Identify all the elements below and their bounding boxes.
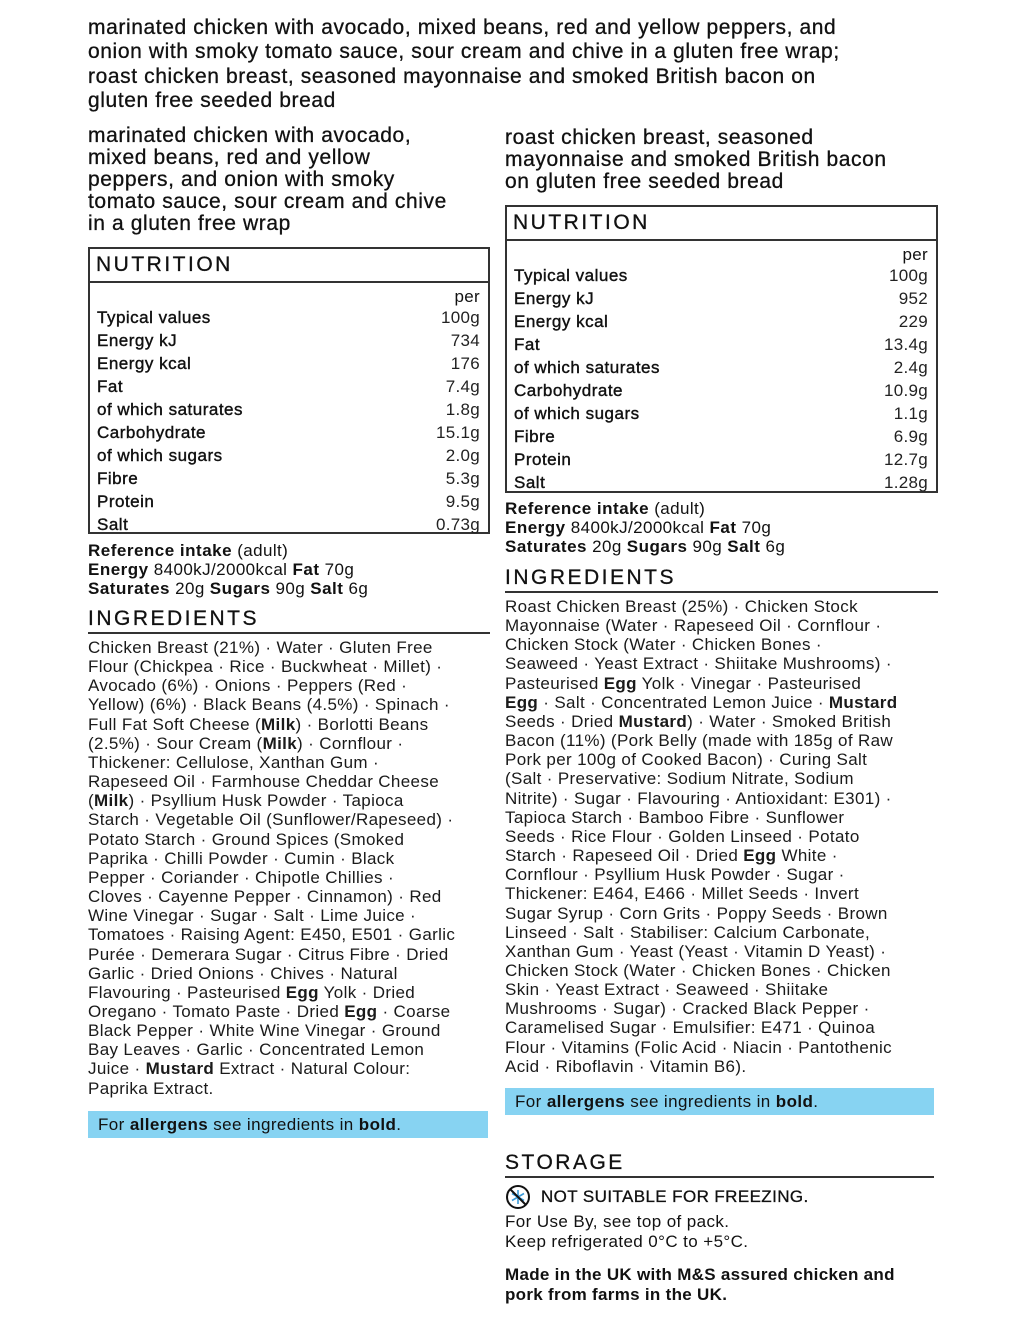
- allergen-bold: Mustard: [145, 1059, 215, 1079]
- nutrition-row: [97, 467, 480, 490]
- nutrient-value: 6.9g: [893, 427, 928, 446]
- ingredient-line: [88, 772, 455, 791]
- nutrient-value: 1.1g: [893, 404, 928, 423]
- nutrient-label: Fibre: [97, 469, 139, 488]
- nutrition-heading: NUTRITION: [507, 207, 936, 241]
- subtitle-line: roast chicken breast, seasoned: [505, 126, 814, 149]
- allergen-bold: bold: [775, 1092, 814, 1111]
- allergen-bold: allergens: [129, 1115, 209, 1134]
- nutrient-value: 100g: [888, 266, 928, 285]
- right-nutrition-table: [505, 205, 938, 493]
- text-segment: Wine Vinegar · Sugar · Salt · Lime Juice ·: [88, 906, 417, 926]
- text-segment: Chicken Stock (Water · Chicken Bones ·: [505, 635, 822, 655]
- origin-line: pork from farms in the UK.: [505, 1285, 728, 1304]
- text-segment: (: [88, 791, 95, 811]
- text-segment: Bacon (11%) (Pork Belly (made with 185g of Raw: [505, 731, 894, 751]
- nutrient-label: Energy kcal: [97, 354, 192, 373]
- nutrient-value: 13.4g: [883, 335, 928, 354]
- text-segment: .: [813, 1092, 819, 1111]
- text-segment: (Salt · Preservative: Sodium Nitrate, Sodium: [505, 769, 854, 789]
- allergen-bold: Egg: [603, 673, 637, 693]
- nutrient-value: 1.8g: [445, 400, 480, 419]
- allergen-bold: bold: [358, 1115, 397, 1134]
- allergen-bold: Egg: [743, 846, 777, 866]
- nutrient-label: of which sugars: [514, 404, 640, 423]
- allergen-bold: Salt: [310, 579, 344, 598]
- nutrient-value: 176: [450, 354, 480, 373]
- nutrition-row: [514, 471, 928, 494]
- subtitle-line: in a gluten free wrap: [88, 212, 291, 235]
- ingredient-line: [88, 1021, 455, 1040]
- ingredient-line: [505, 789, 898, 808]
- title-line: roast chicken breast, seasoned mayonnaise and smoked British bacon on: [88, 64, 816, 88]
- title-line: marinated chicken with avocado, mixed beans, red and yellow peppers, and: [88, 16, 837, 39]
- text-segment: (adult): [649, 499, 706, 518]
- nutrition-row: [97, 513, 480, 536]
- ingredient-line: [88, 945, 455, 964]
- left-allergen-note: [88, 1111, 488, 1138]
- nutrition-row: [514, 356, 928, 379]
- text-segment: Caramelised Sugar · Emulsifier: E471 · Quinoa: [505, 1018, 876, 1038]
- ingredient-line: [505, 750, 898, 769]
- text-segment: Sugar Syrup · Corn Grits · Poppy Seeds · Brown: [505, 903, 888, 923]
- allergen-bold: Salt: [727, 537, 761, 556]
- ingredient-line: [505, 884, 898, 903]
- allergen-bold: Reference intake: [505, 499, 650, 518]
- ingredient-line: [88, 1059, 455, 1078]
- reference-intake-line: [88, 541, 368, 560]
- ingredient-line: [88, 1040, 455, 1059]
- nutrient-label: Salt: [514, 473, 546, 492]
- text-segment: Yolk · Vinegar · Pasteurised: [636, 673, 862, 693]
- text-segment: Flavouring · Pasteurised: [88, 982, 286, 1002]
- allergen-bold: Sugars: [626, 537, 688, 556]
- ingredient-line: [88, 695, 455, 714]
- nutrient-label: Energy kJ: [97, 331, 178, 350]
- allergen-bold: Mustard: [828, 692, 898, 712]
- subtitle-line: marinated chicken with avocado,: [88, 124, 412, 147]
- ingredient-line: [505, 616, 898, 635]
- ingredient-line: [505, 693, 898, 712]
- subtitle-line: peppers, and onion with smoky: [88, 168, 395, 191]
- reference-intake-line: [88, 560, 368, 579]
- origin-statement: [505, 1265, 895, 1305]
- text-segment: Chicken Breast (21%) · Water · Gluten Free: [88, 638, 433, 657]
- text-segment: Tomatoes · Raising Agent: E450, E501 · Garlic: [88, 925, 456, 945]
- nutrition-row: [514, 310, 928, 333]
- nutrition-row: [97, 421, 480, 444]
- freezing-text: NOT SUITABLE FOR FREEZING.: [541, 1187, 809, 1206]
- origin-line: Made in the UK with M&S assured chicken and: [505, 1265, 895, 1284]
- text-segment: 90g: [687, 537, 728, 556]
- ingredient-line: [505, 961, 898, 980]
- nutrition-row: [514, 333, 928, 356]
- text-segment: 6g: [343, 579, 369, 598]
- text-segment: Starch · Vegetable Oil (Sunflower/Rapeseed) ·: [88, 810, 454, 830]
- ingredient-line: [88, 753, 455, 772]
- nutrient-label: of which saturates: [97, 400, 244, 419]
- nutrient-value: 100g: [440, 308, 480, 327]
- text-segment: Flour · Vitamins (Folic Acid · Niacin · Pantothenic: [505, 1037, 892, 1057]
- nutrient-label: Energy kcal: [514, 312, 609, 331]
- text-segment: see ingredients in: [208, 1115, 359, 1134]
- text-segment: see ingredients in: [625, 1092, 776, 1111]
- text-segment: 90g: [270, 579, 311, 598]
- ingredient-line: [88, 925, 455, 944]
- allergen-bold: Egg: [285, 982, 319, 1002]
- nutrient-value: 229: [898, 312, 928, 331]
- nutrient-label: Energy kJ: [514, 289, 595, 308]
- nutrient-label: of which saturates: [514, 358, 661, 377]
- left-ingredients-heading: INGREDIENTS: [88, 607, 490, 634]
- nutrient-value: 952: [898, 289, 928, 308]
- ingredient-line: [505, 980, 898, 999]
- text-segment: (adult): [232, 541, 289, 560]
- text-segment: Bay Leaves · Garlic · Concentrated Lemon: [88, 1040, 425, 1060]
- title-line: onion with smoky tomato sauce, sour cream and chive in a gluten free wrap;: [88, 40, 840, 64]
- text-segment: Roast Chicken Breast (25%) · Chicken Stock: [505, 597, 858, 616]
- text-segment: For: [98, 1115, 130, 1134]
- allergen-bold: Milk: [262, 733, 298, 753]
- text-segment: Purée · Demerara Sugar · Citrus Fibre · Dried: [88, 944, 449, 964]
- allergen-bold: Milk: [261, 714, 296, 734]
- text-segment: 8400kJ/2000kcal: [565, 518, 710, 537]
- nutrient-value: 734: [450, 331, 480, 350]
- ingredient-line: [505, 769, 898, 788]
- ingredient-line: [505, 999, 898, 1018]
- ingredient-line: [88, 734, 455, 753]
- ingredient-line: [88, 657, 455, 676]
- nutrition-row: [514, 425, 928, 448]
- left-reference-intake: [88, 541, 368, 598]
- text-segment: 70g: [736, 518, 772, 537]
- nutrient-label: Fibre: [514, 427, 556, 446]
- text-segment: Thickener: Cellulose, Xanthan Gum ·: [88, 752, 379, 772]
- left-nutrition-table: [88, 247, 490, 534]
- nutrition-row: [97, 329, 480, 352]
- nutrient-label: Salt: [97, 515, 129, 534]
- ingredient-line: [505, 808, 898, 827]
- allergen-bold: Mustard: [618, 711, 688, 731]
- no-freezing-icon: [505, 1184, 531, 1210]
- ingredient-line: [88, 638, 455, 657]
- nutrition-row: [97, 352, 480, 375]
- ingredient-line: [505, 827, 898, 846]
- text-segment: (2.5%) · Sour Cream (: [88, 733, 263, 753]
- nutrient-value: 12.7g: [883, 450, 928, 469]
- ingredient-line: [88, 868, 455, 887]
- nutrient-value: 10.9g: [883, 381, 928, 400]
- nutrient-label: Fat: [514, 335, 541, 354]
- text-segment: Seeds · Dried: [505, 711, 619, 731]
- nutrition-row: [97, 444, 480, 467]
- ingredient-line: [88, 830, 455, 849]
- reference-intake-line: [505, 499, 785, 518]
- nutrient-value: 2.0g: [445, 446, 480, 465]
- text-segment: Oregano · Tomato Paste · Dried: [88, 1001, 345, 1021]
- text-segment: Extract · Natural Colour:: [214, 1059, 411, 1079]
- allergen-bold: Egg: [505, 692, 539, 712]
- ingredient-line: [505, 846, 898, 865]
- title-line: gluten free seeded bread: [88, 89, 336, 113]
- nutrient-label: Fat: [97, 377, 124, 396]
- text-segment: 70g: [319, 560, 355, 579]
- storage-instructions: [505, 1212, 748, 1252]
- text-segment: 8400kJ/2000kcal: [148, 560, 293, 579]
- ingredient-line: [88, 964, 455, 983]
- ingredient-line: [505, 1038, 898, 1057]
- storage-heading: STORAGE: [505, 1151, 934, 1178]
- subtitle-line: tomato sauce, sour cream and chive: [88, 190, 447, 213]
- text-segment: ) · Cornflour ·: [297, 733, 404, 753]
- ingredient-line: [88, 1079, 455, 1098]
- allergen-bold: Milk: [94, 791, 129, 811]
- ingredient-line: [505, 712, 898, 731]
- text-segment: Acid · Riboflavin · Vitamin B6).: [505, 1056, 747, 1076]
- text-segment: · Coarse: [377, 1001, 451, 1021]
- nutrition-row: [514, 402, 928, 425]
- subtitle-line: on gluten free seeded bread: [505, 170, 784, 193]
- ingredient-line: [88, 1002, 455, 1021]
- text-segment: Mushrooms · Sugar) · Cracked Black Pepper ·: [505, 999, 870, 1019]
- text-segment: Full Fat Soft Cheese (: [88, 714, 262, 734]
- reference-intake-line: [505, 518, 785, 537]
- text-segment: Yellow) (6%) · Black Beans (4.5%) · Spinach ·: [88, 695, 450, 715]
- nutrition-row: [97, 375, 480, 398]
- text-segment: 20g: [586, 537, 627, 556]
- allergen-bold: Saturates: [505, 537, 587, 556]
- text-segment: ) · Borlotti Beans: [295, 714, 429, 734]
- allergen-bold: Fat: [292, 560, 320, 579]
- ingredient-line: [88, 849, 455, 868]
- nutrition-row: [514, 448, 928, 471]
- allergen-bold: Fat: [709, 518, 737, 537]
- text-segment: Thickener: E464, E466 · Millet Seeds · Invert: [505, 884, 860, 904]
- ingredient-line: [505, 674, 898, 693]
- subtitle-line: mayonnaise and smoked British bacon: [505, 148, 887, 171]
- text-segment: ) · Psyllium Husk Powder · Tapioca: [128, 791, 404, 811]
- text-segment: Black Pepper · White Wine Vinegar · Ground: [88, 1021, 441, 1041]
- nutrition-row: [514, 379, 928, 402]
- text-segment: Xanthan Gum · Yeast (Yeast · Vitamin D Yeast) ·: [505, 941, 887, 961]
- ingredient-line: [505, 942, 898, 961]
- text-segment: Chicken Stock (Water · Chicken Bones · Chicken: [505, 960, 891, 980]
- text-segment: Pasteurised: [505, 673, 604, 693]
- text-segment: · Salt · Concentrated Lemon Juice ·: [538, 692, 829, 712]
- ingredient-line: [505, 904, 898, 923]
- ingredient-line: [505, 1018, 898, 1037]
- left-product-subtitle: [88, 125, 488, 235]
- text-segment: Flour (Chickpea · Rice · Buckwheat · Millet) ·: [88, 657, 443, 677]
- text-segment: ) · Water · Smoked British: [687, 711, 892, 731]
- ingredient-line: [505, 654, 898, 673]
- text-segment: Skin · Yeast Extract · Seaweed · Shiitake: [505, 980, 829, 1000]
- nutrition-heading: NUTRITION: [90, 249, 488, 283]
- text-segment: Juice ·: [88, 1059, 146, 1079]
- per-label: per: [454, 287, 480, 306]
- nutrient-label: Protein: [514, 450, 572, 469]
- ingredient-line: [88, 906, 455, 925]
- reference-intake-line: [88, 579, 368, 598]
- ingredient-line: [88, 715, 455, 734]
- text-segment: For: [515, 1092, 547, 1111]
- nutrient-label: Typical values: [97, 308, 211, 327]
- use-by-text: For Use By, see top of pack.: [505, 1212, 730, 1231]
- nutrient-label: Carbohydrate: [97, 423, 207, 442]
- allergen-bold: Energy: [505, 518, 566, 537]
- nutrient-label: Carbohydrate: [514, 381, 624, 400]
- ingredient-line: [505, 923, 898, 942]
- ingredient-line: [505, 597, 898, 616]
- per-label: per: [902, 245, 928, 264]
- ingredient-line: [505, 731, 898, 750]
- right-ingredients-heading: INGREDIENTS: [505, 566, 938, 593]
- nutrient-value: 1.28g: [883, 473, 928, 492]
- nutrition-row: [97, 490, 480, 513]
- ingredient-line: [88, 676, 455, 695]
- text-segment: Mayonnaise (Water · Rapeseed Oil · Cornflour ·: [505, 616, 882, 636]
- right-ingredients-list: [505, 597, 898, 1076]
- text-segment: .: [396, 1115, 402, 1134]
- nutrient-value: 7.4g: [445, 377, 480, 396]
- product-title: [88, 16, 948, 114]
- allergen-bold: allergens: [546, 1092, 626, 1111]
- nutrition-row: [97, 306, 480, 329]
- text-segment: Starch · Rapeseed Oil · Dried: [505, 846, 744, 866]
- text-segment: Potato Starch · Ground Spices (Smoked: [88, 829, 405, 849]
- nutrient-value: 9.5g: [445, 492, 480, 511]
- right-product-subtitle: [505, 127, 945, 193]
- text-segment: 6g: [760, 537, 786, 556]
- ingredient-line: [88, 983, 455, 1002]
- right-reference-intake: [505, 499, 785, 556]
- refrigeration-text: Keep refrigerated 0°C to +5°C.: [505, 1232, 749, 1251]
- text-segment: Cloves · Cayenne Pepper · Cinnamon) · Red: [88, 887, 442, 907]
- text-segment: Seeds · Rice Flour · Golden Linseed · Potato: [505, 826, 860, 846]
- text-segment: Paprika Extract.: [88, 1078, 214, 1098]
- nutrient-value: 0.73g: [435, 515, 480, 534]
- allergen-bold: Energy: [88, 560, 149, 579]
- text-segment: Yolk · Dried: [318, 982, 416, 1002]
- text-segment: Linseed · Salt · Stabiliser: Calcium Carbonate,: [505, 922, 871, 942]
- ingredient-line: [88, 887, 455, 906]
- text-segment: Garlic · Dried Onions · Chives · Natural: [88, 963, 398, 983]
- text-segment: Nitrite) · Sugar · Flavouring · Antioxidant: E301) ·: [505, 788, 892, 808]
- ingredient-line: [505, 635, 898, 654]
- left-ingredients-list: [88, 638, 455, 1098]
- text-segment: 20g: [169, 579, 210, 598]
- nutrient-value: 5.3g: [445, 469, 480, 488]
- nutrient-label: of which sugars: [97, 446, 223, 465]
- text-segment: Tapioca Starch · Bamboo Fibre · Sunflower: [505, 807, 845, 827]
- ingredient-line: [505, 1057, 898, 1076]
- nutrient-label: Typical values: [514, 266, 628, 285]
- ingredient-line: [88, 810, 455, 829]
- text-segment: Avocado (6%) · Onions · Peppers (Red ·: [88, 676, 408, 696]
- nutrition-row: [514, 264, 928, 287]
- reference-intake-line: [505, 537, 785, 556]
- ingredient-line: [88, 791, 455, 810]
- text-segment: Rapeseed Oil · Farmhouse Cheddar Cheese: [88, 772, 439, 792]
- allergen-bold: Saturates: [88, 579, 170, 598]
- nutrient-value: 15.1g: [435, 423, 480, 442]
- subtitle-line: mixed beans, red and yellow: [88, 146, 371, 169]
- nutrition-row: [514, 287, 928, 310]
- ingredient-line: [505, 865, 898, 884]
- text-segment: Pork per 100g of Cooked Bacon) · Curing Salt: [505, 750, 868, 770]
- text-segment: Pepper · Coriander · Chipotle Chillies ·: [88, 867, 394, 887]
- allergen-bold: Reference intake: [88, 541, 233, 560]
- nutrient-value: 2.4g: [893, 358, 928, 377]
- text-segment: Paprika · Chilli Powder · Cumin · Black: [88, 848, 395, 868]
- freezing-warning: [505, 1184, 809, 1210]
- allergen-bold: Egg: [344, 1001, 378, 1021]
- text-segment: Seaweed · Yeast Extract · Shiitake Mushrooms) ·: [505, 654, 892, 674]
- allergen-bold: Sugars: [209, 579, 271, 598]
- right-allergen-note: [505, 1088, 934, 1115]
- text-segment: White ·: [776, 846, 838, 866]
- nutrient-label: Protein: [97, 492, 155, 511]
- nutrition-row: [97, 398, 480, 421]
- text-segment: Cornflour · Psyllium Husk Powder · Sugar ·: [505, 865, 845, 885]
